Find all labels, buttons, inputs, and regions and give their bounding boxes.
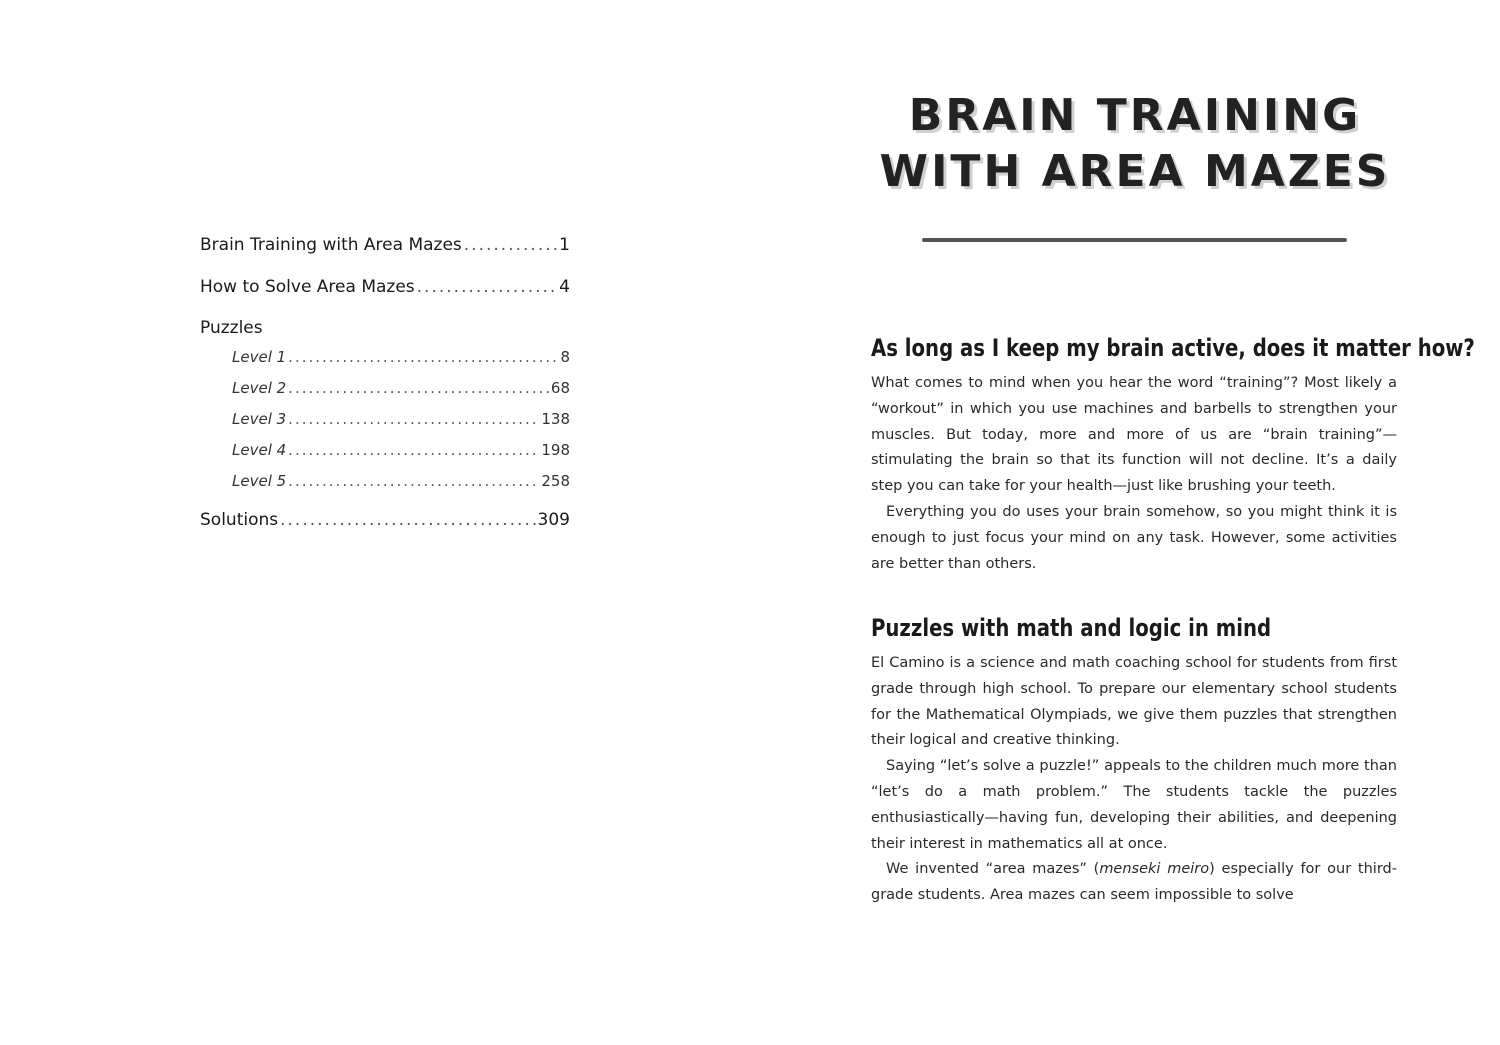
body-paragraph: Saying “let’s solve a puzzle!” appeals to the children much more than “let’s do a math problem.” The students tackle the puzzles enthusiastically—having fun, developing their abilities, and deepening their interest in mathematics all at once. [871,758,1397,852]
toc-entry-brain-training[interactable] [200,231,570,259]
toc-page-number: 309 [537,510,570,530]
toc-heading-puzzles: Puzzles [200,318,263,338]
body-paragraph: El Camino is a science and math coaching school for students from first grade through high school. To prepare our elementary school students for the Mathematical Olympiads, we give them puzzles that strengthen their logical and creative thinking. [871,655,1397,749]
toc-page-number: 68 [550,379,570,397]
emphasized-term: menseki meiro [1099,861,1210,878]
dot-leader [288,408,539,430]
dot-leader [288,346,558,368]
toc-page-number: 1 [559,235,570,255]
paragraph-text: We invented “area mazes” ( [886,861,1100,878]
dot-leader [417,273,558,301]
body-paragraph [871,857,1397,909]
body-paragraph: Everything you do uses your brain somehow, so you might think it is enough to just focus your mind on any task. However, some activities are better than others. [871,503,1397,572]
section-brain-active [871,331,1475,577]
table-of-contents [200,231,570,534]
body-paragraph: What comes to mind when you hear the word “training”? Most likely a “workout” in which you use machines and barbells to strengthen your muscles. But today, more and more of us are “brain training”—stimulating the brain so that its function will not decline. It’s a daily step you can take for your health—just like brushing your teeth. [871,375,1397,495]
section-heading: Puzzles with math and logic in mind [871,614,1272,642]
toc-entry-label: Level 5 [232,472,287,490]
toc-entry-how-to-solve[interactable] [200,273,570,301]
toc-entry-level-1[interactable] [232,346,570,368]
toc-page-number: 4 [559,277,570,297]
section-puzzles-math-logic [871,611,1397,909]
toc-page-number: 138 [541,410,570,428]
dot-leader [288,439,539,461]
dot-leader [288,377,549,399]
toc-entry-level-4[interactable] [232,439,570,461]
dot-leader [280,506,535,534]
toc-entry-label: Solutions [200,510,279,530]
toc-page-number: 198 [541,441,570,459]
toc-entry-label: Level 2 [232,379,287,397]
toc-entry-label: Level 1 [232,348,287,366]
toc-entry-label: Level 4 [232,441,287,459]
toc-page-number: 258 [541,472,570,490]
toc-entry-label: Brain Training with Area Mazes [200,235,462,255]
toc-entry-level-3[interactable] [232,408,570,430]
toc-entry-level-2[interactable] [232,377,570,399]
title-divider-rule [922,238,1347,242]
toc-entry-label: How to Solve Area Mazes [200,277,415,297]
toc-page-number: 8 [560,348,570,366]
dot-leader [464,231,557,259]
toc-entry-level-5[interactable] [232,470,570,492]
chapter-title [870,88,1400,200]
dot-leader [288,470,539,492]
toc-entry-label: Level 3 [232,410,287,428]
paragraph-text: ) especially for our third-grade students. Area mazes can seem impossible to solve [871,861,1397,904]
toc-entry-solutions[interactable] [200,506,570,534]
chapter-title-line-1: BRAIN TRAINING [908,90,1362,141]
section-heading: As long as I keep my brain active, does it matter how? [871,334,1475,362]
chapter-title-line-2: WITH AREA MAZES [879,146,1391,197]
